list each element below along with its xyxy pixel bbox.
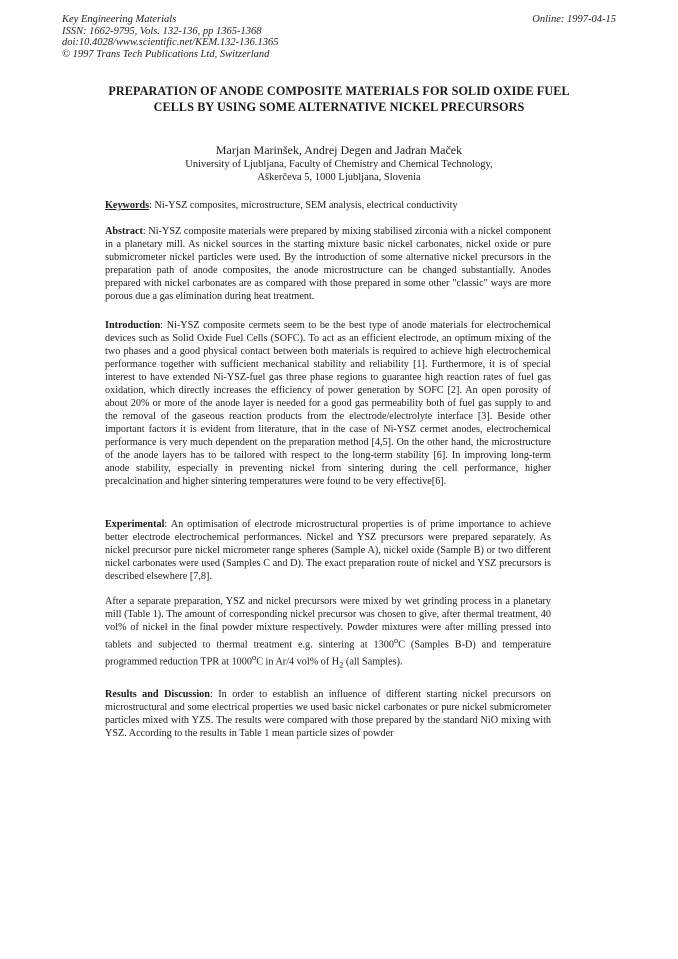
introduction-text: : Ni-YSZ composite cermets seem to be the best type of anode materials for electrochemical devices such as Solid Oxide Fuel Cells (SOFC). To act as an efficient electrode, an optimum mixing of the two phases and a good physical contact between both materials is required to achieve high electrochemical performance together with sufficient mechanical stability and reliability [1]. Furthermore, it is of special interest to have extended Ni-YSZ-fuel gas three phase regions to guarantee high reaction rates of fuel gas oxidation, which directly increases the efficiency of power generation by SOFC [2]. An open porosity of about 20% or more of the anode layer is needed for a good gas permeability both of fuel gas supply to and the removal of the gaseous reaction products from the electrode/electrolyte interface [3]. Beside other important factors it is evident from literature, that in the case of Ni-YSZ cermet anodes, electrochemical performance is very much dependent on the preparation method [4,5]. On the other hand, the microstructure of the anode layers has to be tailored with respect to the long-term stability [6]. In improving long-term anode stability, especially in preventing nickel from sintering during the cell performance, higher precalcination and higher sintering temperatures were found to be very effective[6]. [105, 320, 551, 487]
results-section [105, 688, 551, 740]
prep-text-2: C (Samples B-D) and temperature programmed reduction TPR at 1000 [105, 639, 551, 668]
preparation-paragraph [105, 595, 551, 672]
hydrogen-subscript: 2 [339, 659, 344, 670]
degree-sup-1: o [393, 635, 399, 645]
journal-header [62, 14, 279, 60]
experimental-section [105, 518, 551, 583]
keywords-text: : Ni-YSZ composites, microstructure, SEM analysis, electrical conductivity [149, 200, 458, 211]
degree-sup-2: o [251, 652, 257, 663]
journal-name: Key Engineering Materials [62, 14, 177, 25]
results-label: Results and Discussion [105, 689, 210, 700]
keywords-section [105, 199, 551, 212]
introduction-label: Introduction [105, 320, 161, 331]
issn-line: ISSN: 1662-9795, Vols. 132-136, pp 1365-1368 [62, 25, 262, 37]
affiliation-line-1: University of Ljubljana, Faculty of Chemistry and Chemical Technology, [185, 159, 493, 170]
affiliation-line-2: Aškerčeva 5, 1000 Ljubljana, Slovenia [257, 172, 421, 183]
abstract-label: Abstract [105, 226, 143, 237]
prep-text-3: C in Ar/4 vol% of H [256, 656, 340, 668]
prep-text-4: (all Samples). [343, 656, 403, 668]
paper-title: PREPARATION OF ANODE COMPOSITE MATERIALS FOR SOLID OXIDE FUEL CELLS BY USING SOME ALTERNATIVE NICKEL PRECURSORS [108, 84, 570, 114]
authors: Marjan Marinšek, Andrej Degen and Jadran Maček [215, 143, 463, 157]
prep-text-1: After a separate preparation, YSZ and nickel precursors were mixed by wet grinding process in a planetary mill (Table 1). The amount of corresponding nickel precursor was chosen to give, after thermal treatment, 40 vol% of nickel in the final powder mixture respectively. Powder mixtures were after milling pressed into tablets and subjected to thermal treatment e.g. sintering at 1300 [105, 596, 551, 651]
affiliation [95, 158, 583, 184]
results-text: : In order to establish an influence of different starting nickel precursors on microstructural and some electrical properties we used basic nickel carbonates or pure nickel submicrometer particles mixed with YZS. The results were compared with those prepared by the standard NiO mixing with YSZ. According to the results in Table 1 mean particle sizes of powder [105, 689, 551, 739]
experimental-label: Experimental [105, 519, 165, 530]
experimental-text: : An optimisation of electrode microstructural properties is of prime importance to achieve better electrode electrochemical performances. Nickel and YSZ precursors were prepared separately. As nickel precursor pure nickel micrometer range spheres (Sample A), nickel oxide (Sample B) or two different nickel carbonates were used (Samples C and D). The exact preparation route of nickel and YSZ precursors is described elsewhere [7,8]. [105, 519, 551, 582]
doi-line: doi:10.4028/www.scientific.net/KEM.132-136.1365 [62, 37, 279, 48]
abstract-section [105, 225, 551, 303]
online-date: Online: 1997-04-15 [532, 14, 616, 25]
keywords-label: Keywords [105, 200, 150, 211]
copyright-line: © 1997 Trans Tech Publications Ltd, Switzerland [62, 48, 270, 60]
abstract-text: : Ni-YSZ composite materials were prepared by mixing stabilised zirconia with a nickel component in a planetary mill. As nickel sources in the starting mixture basic nickel carbonates, nickel oxide or pure submicrometer nickel particles were used. By the introduction of some alternative nickel precursors in the preparation path of anode composites, the anode microstructure can be changed substantially. Anodes prepared with nickel carbonates are as compared with those prepared in some other "classic" ways are more porous due a gas elimination during heat treatment. [105, 226, 551, 302]
introduction-section [105, 319, 551, 488]
